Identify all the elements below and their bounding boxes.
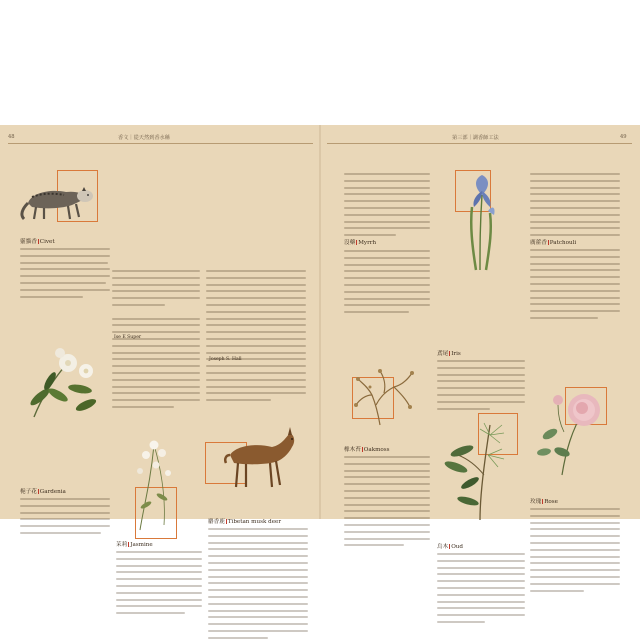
oakmoss-illustration: [350, 365, 430, 430]
book-spread: [0, 125, 640, 550]
patchouli-body-text: [530, 249, 620, 324]
iris-body-text: [437, 360, 525, 414]
civet-illustration: [22, 179, 102, 229]
entry-title-myrrh: 沒藥 Myrrh: [344, 240, 377, 246]
inline-name-joseph-hall: Joseph S. Hall: [209, 357, 242, 362]
entry-title-jasmine: 茉莉 Jasmine: [116, 542, 153, 548]
left-header-rule: [8, 143, 313, 144]
entry-title-musk-deer: 麝香鹿 Tibetan musk deer: [208, 519, 281, 525]
rose-illustration: [532, 380, 622, 480]
left-page-number: 48: [8, 134, 15, 140]
right-running-header: 第三部｜調香師工法: [452, 135, 499, 141]
right-page-number: 49: [620, 134, 627, 140]
oud-body-text: [437, 553, 525, 628]
musk-deer-illustration: [212, 425, 302, 495]
gardenia-body-text: [20, 498, 110, 539]
rose-body-text: [530, 508, 620, 596]
right-col3-intro-text: [530, 173, 620, 241]
right-intro-body-text: [344, 173, 430, 241]
book-gutter: [319, 125, 321, 519]
entry-title-rose: 玫瑰 Rose: [530, 499, 558, 505]
entry-title-patchouli: 廣藿香 Patchouli: [530, 240, 577, 246]
civet-body-text: [20, 248, 110, 302]
myrrh-body-text: [344, 250, 430, 318]
entry-title-iris: 鳶尾 Iris: [437, 351, 461, 357]
jasmine-illustration: [120, 425, 190, 535]
iris-illustration: [458, 165, 508, 275]
entry-title-oud: 烏木 Oud: [437, 544, 463, 550]
gardenia-illustration: [22, 337, 112, 422]
left-running-header: 香文｜從天然到香水稱: [118, 135, 170, 141]
entry-title-civet: 靈貓香 Civet: [20, 239, 55, 245]
inline-name-ise-super: Ise E Super: [114, 335, 142, 340]
oakmoss-body-text: [344, 456, 430, 551]
right-header-rule: [327, 143, 632, 144]
left-middle-body-text: [112, 270, 200, 413]
musk-deer-body-text: [208, 528, 308, 644]
entry-title-oakmoss: 橡木苔 Oakmoss: [344, 447, 390, 453]
entry-title-gardenia: 梔子花 Gardenia: [20, 489, 66, 495]
jasmine-body-text: [116, 551, 202, 619]
left-right-body-text: [206, 270, 306, 406]
oud-illustration: [440, 415, 530, 525]
